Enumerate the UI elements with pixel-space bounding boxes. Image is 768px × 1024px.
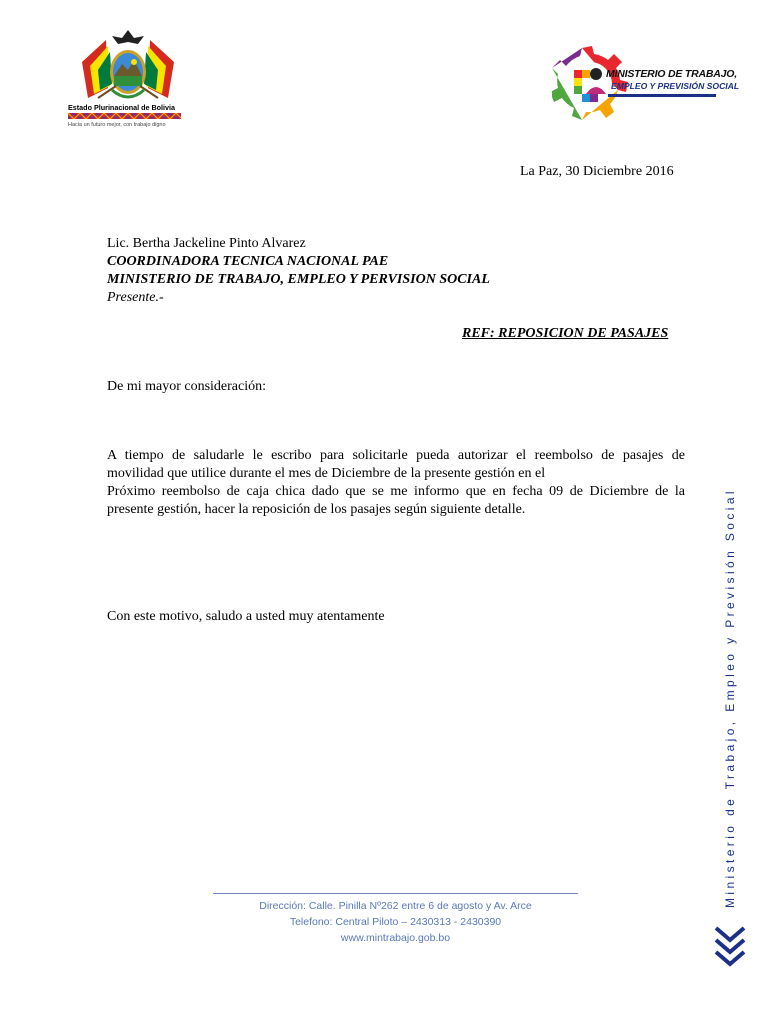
- ministry-logo-subtitle: EMPLEO Y PREVISIÓN SOCIAL: [611, 81, 740, 91]
- side-vertical-text: Ministerio de Trabajo, Empleo y Previsión Social: [723, 488, 737, 908]
- footer-address: Dirección: Calle. Pinilla Nº262 entre 6 de agosto y Av. Arce: [259, 900, 532, 912]
- body-line: presente gestión, hacer la reposición de los pasajes según siguiente detalle.: [107, 502, 526, 517]
- date-line: La Paz, 30 Diciembre 2016: [520, 164, 674, 179]
- reference-line: REF: REPOSICION DE PASAJES: [462, 326, 669, 341]
- recipient-title: COORDINADORA TECNICA NACIONAL PAE: [107, 254, 389, 269]
- ministry-logo-title: MINISTERIO DE TRABAJO,: [606, 68, 737, 80]
- emblem-name: Estado Plurinacional de Bolivia: [68, 103, 176, 112]
- recipient-organization: MINISTERIO DE TRABAJO, EMPLEO Y PERVISION SOCIAL: [107, 272, 490, 287]
- chevron-down-icon: [712, 922, 748, 970]
- body-line: movilidad que utilice durante el mes de Diciembre de la presente gestión en el: [107, 466, 546, 481]
- recipient-block: [107, 235, 490, 307]
- body-line: A tiempo de saludarle le escribo para solicitarle pueda autorizar el reembolso de pasajes de: [107, 448, 685, 463]
- recipient-name: Lic. Bertha Jackeline Pinto Alvarez: [107, 236, 306, 251]
- recipient-presente: Presente.-: [107, 290, 164, 305]
- footer-contact: [213, 898, 578, 946]
- emblem-slogan: Hacia un futuro mejor, con trabajo digno: [68, 122, 166, 128]
- closing-line: Con este motivo, saludo a usted muy atentamente: [107, 609, 385, 624]
- footer-divider: [213, 893, 578, 894]
- footer-website[interactable]: www.mintrabajo.gob.bo: [340, 932, 451, 944]
- salutation: De mi mayor consideración:: [107, 379, 267, 394]
- body-line: Próximo reembolso de caja chica dado que se me informo que en fecha 09 de Diciembre de la: [107, 484, 685, 499]
- footer-phone: Telefono: Central Piloto – 2430313 - 2430390: [289, 916, 502, 928]
- body-paragraph: [107, 447, 685, 519]
- wiphala-strip-icon: [68, 113, 181, 119]
